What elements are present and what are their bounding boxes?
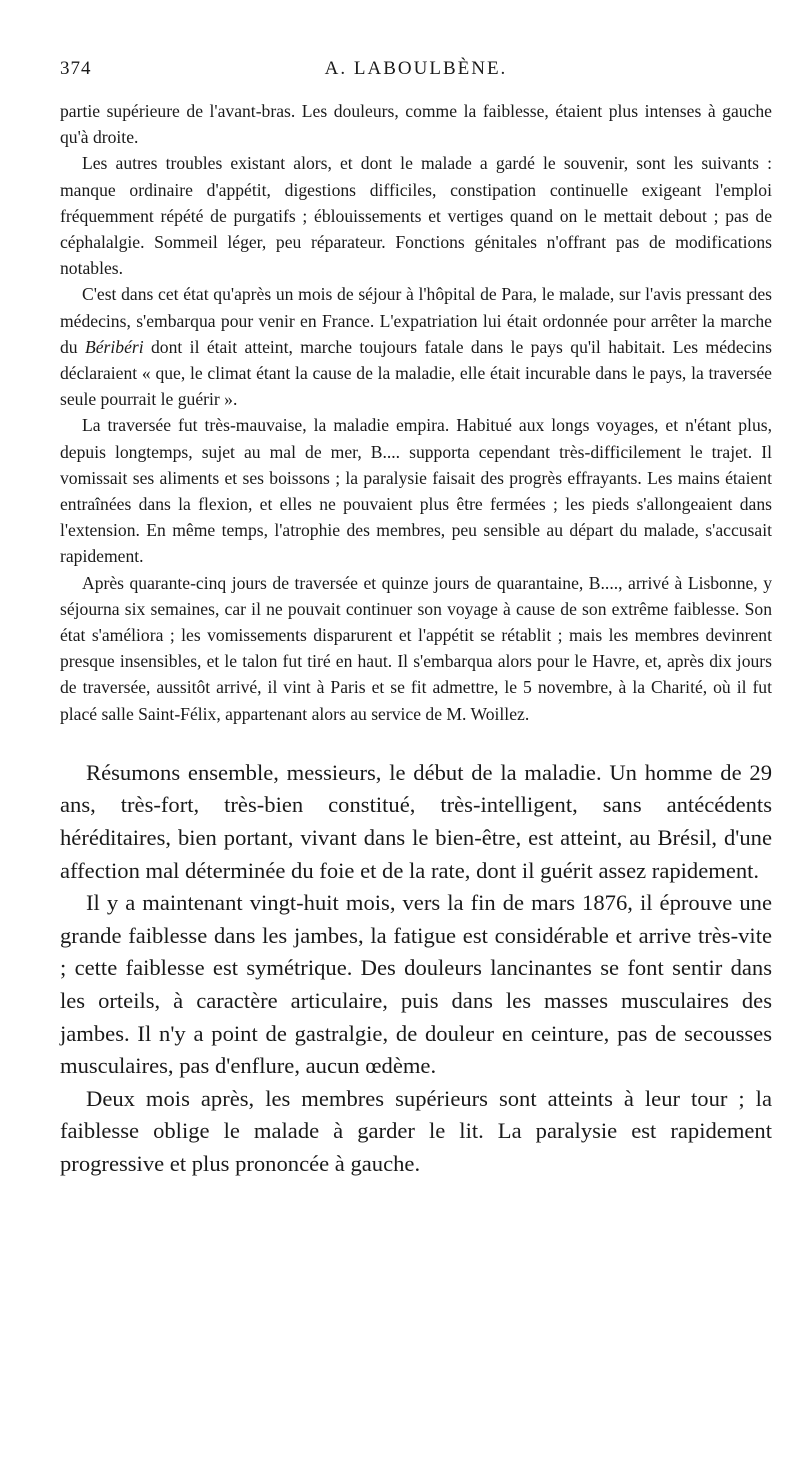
case-history-section (60, 98, 772, 727)
paragraph-continuation: partie supérieure de l'avant-bras. Les douleurs, comme la faiblesse, étaient plus intenses à gauche qu'à droite. (60, 101, 772, 148)
paragraph-other-symptoms: Les autres troubles existant alors, et dont le malade a gardé le souvenir, sont les suivants : manque ordinaire d'appétit, digestions difficiles, constipation continuelle exigeant l'emploi fréquemment répété de purgatifs ; éblouissements et vertiges quand on le mettait debout ; pas de céphalalgie. Sommeil léger, peu réparateur. Fonctions génitales n'offrant pas de modifications notables. (60, 153, 772, 279)
paragraph-summary-start: Résumons ensemble, messieurs, le début de la maladie. Un homme de 29 ans, très-fort, très-bien constitué, très-intelligent, sans antécédents héréditaires, bien portant, vivant dans le bien-être, est atteint, au Brésil, d'une affection mal déterminée du foie et de la rate, dont il guérit assez rapidement. (60, 759, 772, 883)
page-number: 374 (60, 58, 92, 79)
paragraph-arrival: Après quarante-cinq jours de traversée et quinze jours de quarantaine, B...., arrivé à Lisbonne, y séjourna six semaines, car il ne pouvait continuer son voyage à cause de son extrême faiblesse. Son état s'améliora ; les vomissements disparurent et l'appétit se rétablit ; mais les membres devinrent presque insensibles, et le talon fut tiré en haut. Il s'embarqua alors pour le Havre, et, après dix jours de traversée, aussitôt arrivé, il vint à Paris et se fit admettre, le 5 novembre, à la Charité, où il fut placé salle Saint-Félix, appartenant alors au service de M. Woillez. (60, 572, 772, 724)
paragraph-departure-text-start: C'est dans cet état qu'après un mois de séjour à l'hôpital de Para, le malade, sur l'avis pressant des médecins, s'embarqua pour venir en France. L'expatriation lui était ordonnée pour arrêter la marche du (60, 284, 772, 357)
paragraph-summary-progression: Deux mois après, les membres supérieurs sont atteints à leur tour ; la faiblesse oblige le malade à garder le lit. La paralysie est rapidement progressive et plus prononcée à gauche. (60, 1085, 772, 1176)
lecture-summary-section (60, 757, 772, 1181)
beriberi-term: Béribéri (84, 336, 144, 357)
running-title: A. LABOULBÈNE. (324, 58, 508, 79)
paragraph-summary-onset: Il y a maintenant vingt-huit mois, vers la fin de mars 1876, il éprouve une grande faiblesse dans les jambes, la fatigue est considérable et arrive très-vite ; cette faiblesse est symétrique. Des douleurs lancinantes se font sentir dans les orteils, à caractère articulaire, puis dans les masses musculaires des jambes. Il n'y a point de gastralgie, de douleur en ceinture, pas de secousses musculaires, pas d'enflure, aucun œdème. (60, 890, 772, 1079)
running-head (60, 58, 772, 98)
paragraph-departure (60, 281, 772, 412)
paragraph-departure-text-end: dont il était atteint, marche toujours fatale dans le pays qu'il habitait. Les médecins déclaraient « que, le climat étant la cause de la maladie, elle était incurable dans le pays, la traversée seule pourrait le guérir ». (60, 336, 772, 410)
paragraph-crossing: La traversée fut très-mauvaise, la maladie empira. Habitué aux longs voyages, et n'étant plus, depuis longtemps, sujet au mal de mer, B.... supporta cependant très-difficilement le trajet. Il vomissait ses aliments et ses boissons ; la paralysie faisait des progrès effrayants. Les mains étaient entraînées dans la flexion, et elles ne pouvaient plus être fermées ; les pieds s'allongeaient dans l'extension. En même temps, l'atrophie des membres, peu sensible au départ du malade, s'accusait rapidement. (60, 415, 772, 567)
